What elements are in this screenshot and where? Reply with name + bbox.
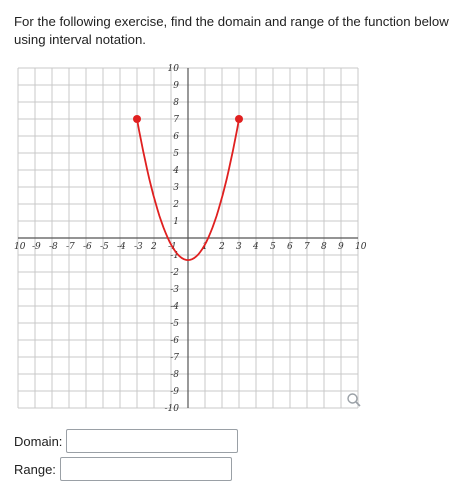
x-tick-label: 9 xyxy=(338,242,344,252)
y-tick-label: -5 xyxy=(170,319,179,329)
y-tick-label: 7 xyxy=(173,115,179,125)
domain-label: Domain: xyxy=(14,433,63,449)
x-tick-label: 10 xyxy=(14,242,26,252)
y-tick-label: -4 xyxy=(170,302,179,312)
x-tick-label: -4 xyxy=(117,242,126,252)
tick-labels xyxy=(14,64,367,414)
x-tick-label: 6 xyxy=(287,242,293,252)
y-tick-label: -6 xyxy=(170,336,179,346)
y-tick-label: -9 xyxy=(170,387,179,397)
y-tick-label: 9 xyxy=(173,81,179,91)
y-tick-label: -3 xyxy=(170,285,179,295)
y-tick-label: 1 xyxy=(173,217,179,227)
y-tick-label: -2 xyxy=(170,268,179,278)
x-tick-label: 2 xyxy=(151,242,157,252)
domain-row xyxy=(14,429,238,453)
x-tick-label: 3 xyxy=(236,242,242,252)
domain-input[interactable] xyxy=(66,429,238,453)
question-text: For the following exercise, find the domain and range of the function below using interval notation. xyxy=(14,14,449,47)
x-tick-label: -9 xyxy=(32,242,41,252)
x-tick-label: -7 xyxy=(66,242,75,252)
x-tick-label: -3 xyxy=(134,242,143,252)
x-tick-label: 5 xyxy=(270,242,276,252)
y-tick-label: 6 xyxy=(173,132,179,142)
x-tick-label: 10 xyxy=(355,242,367,252)
y-tick-label: -7 xyxy=(170,353,179,363)
x-tick-label: 2 xyxy=(219,242,225,252)
endpoint-dot xyxy=(235,115,243,123)
magnifier-icon[interactable] xyxy=(346,392,362,408)
y-tick-label: -1 xyxy=(170,251,179,261)
x-tick-label: 7 xyxy=(304,242,310,252)
x-tick-label: 4 xyxy=(253,242,259,252)
y-tick-label: 5 xyxy=(173,149,179,159)
x-tick-label: -6 xyxy=(83,242,92,252)
y-tick-label: -10 xyxy=(164,404,179,414)
range-input[interactable] xyxy=(60,457,232,481)
y-tick-label: 8 xyxy=(173,98,179,108)
y-tick-label: 3 xyxy=(173,183,179,193)
x-tick-label: -5 xyxy=(100,242,109,252)
y-tick-label: 4 xyxy=(173,166,179,176)
y-tick-label: 2 xyxy=(173,200,179,210)
x-tick-label: 1 xyxy=(202,242,208,252)
x-tick-label: -1 xyxy=(168,242,177,252)
range-row xyxy=(14,457,232,481)
endpoint-dot xyxy=(133,115,141,123)
x-tick-label: 8 xyxy=(321,242,327,252)
range-label: Range: xyxy=(14,461,56,477)
y-tick-label: 10 xyxy=(167,64,179,74)
coordinate-graph xyxy=(0,60,474,420)
x-tick-label: -8 xyxy=(49,242,58,252)
y-tick-label: -8 xyxy=(170,370,179,380)
